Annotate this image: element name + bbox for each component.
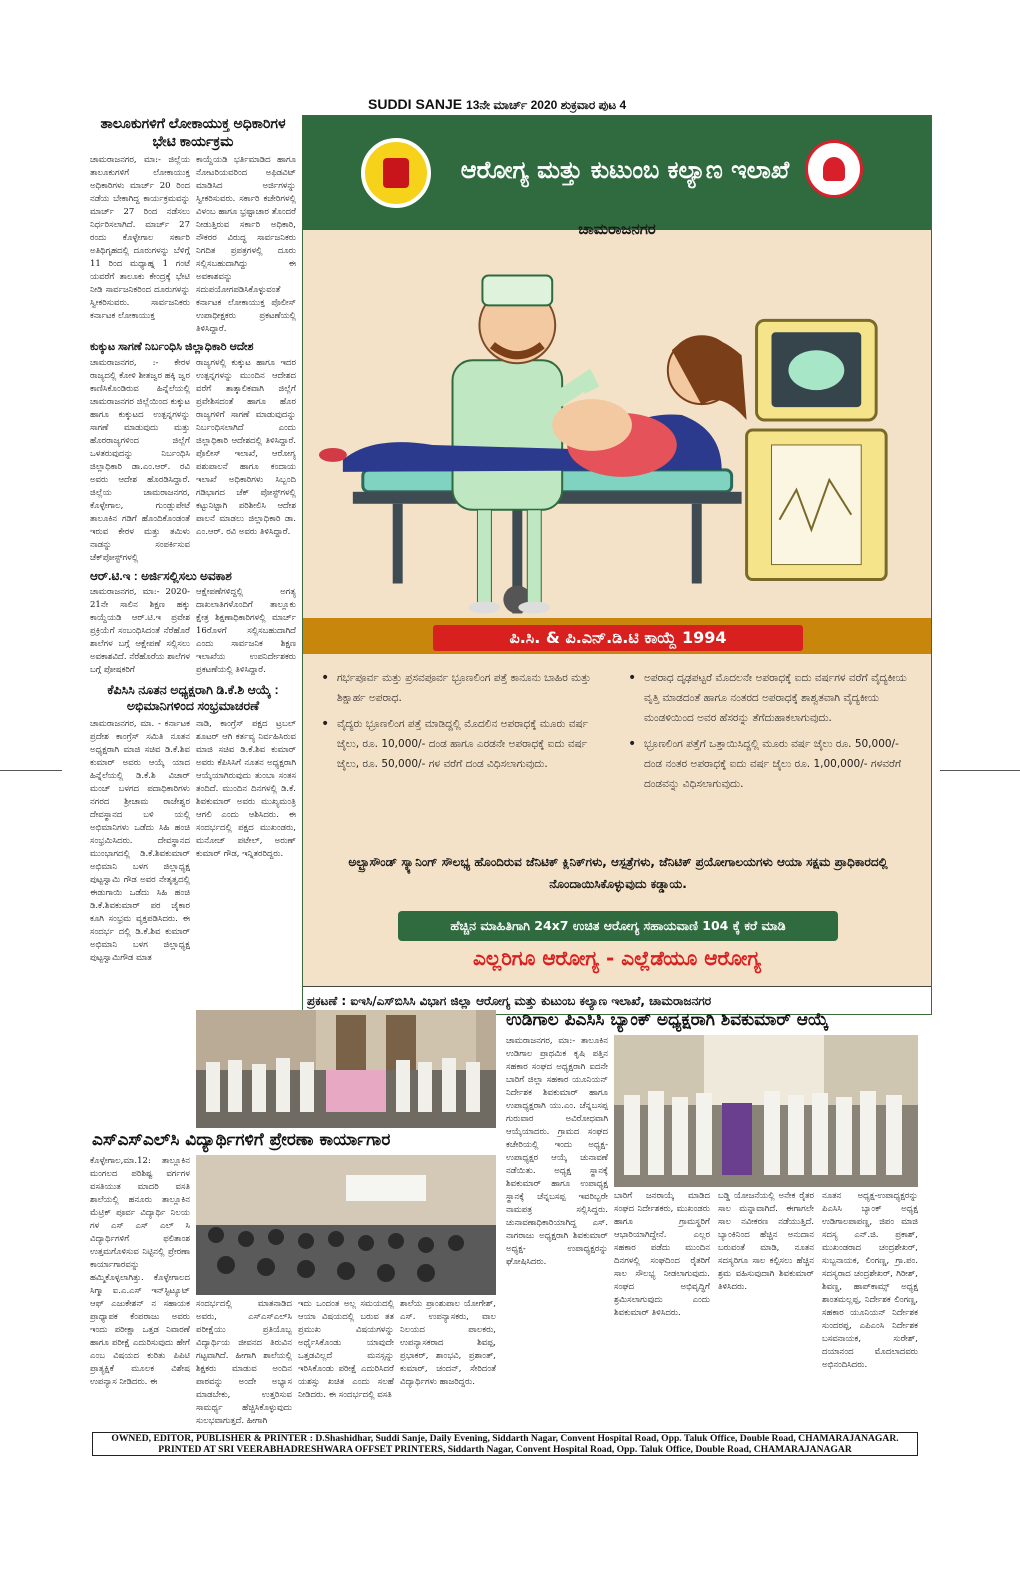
doctor-ultrasound-illustration <box>303 240 931 620</box>
story-kpcc-col2: ನಾಡಿ, ಕಾಂಗ್ರೆಸ್ ಪಕ್ಷದ ಟ್ರಬಲ್ ಶೂಟರ್ ಆಗಿ ಕರ್ತವ್ಯ ನಿರ್ವಹಿಸಿರುವ ಮಾಜಿ ಸಚಿವ ಡಿ.ಕೆ.ಶಿವ ಕುಮಾರ್ ಅವರು ಕೆಪಿಸಿಸಿಗೆ ನೂತನ ಅಧ್ಯಕ್ಷರಾಗಿ ಆಯ್ಕೆಯಾಗಿರುವುದು ತುಂಬಾ ಸಂತಸ ತಂದಿದೆ. ಮುಂದಿನ ದಿನಗಳಲ್ಲಿ ಡಿ.ಕೆ. ಶಿವಕುಮಾರ್ ಅವರು ಮುಖ್ಯಮಂತ್ರಿ ಆಗಲಿ ಎಂದು ಆಶಿಸಿದರು. ಈ ಸಂದರ್ಭದಲ್ಲಿ ಪಕ್ಷದ ಮುಖಂಡರು, ಮನೋಜ್ ಪಟೇಲ್, ಅರುಣ್ ಕುಮಾರ್ ಗೌಡ, ಇನ್ನಿತರರಿದ್ದರು. <box>196 719 296 860</box>
story-sslc-col1: ಕೊಳ್ಳೇಗಾಲ,ಮಾ.12: ತಾಲ್ಲೂಕಿನ ಮಂಗಲದ ಪರಿಶಿಷ್ಟ ವರ್ಗಗಳ ವಸತಿಯುತ ಮಾದರಿ ವಸತಿ ಶಾಲೆಯಲ್ಲಿ ಹನೂರು ತಾಲ್ಲೂಕಿನ ಮೆಟ್ರಿಕ್ ಪೂರ್ವ ವಿದ್ಯಾರ್ಥಿ ನಿಲಯ ಗಳ ಎಸ್ ಎಸ್ ಎಲ್ ಸಿ ವಿದ್ಯಾರ್ಥಿಗಳಿಗೆ ಫಲಿತಾಂಶ ಉತ್ತಮಗೊಳಿಸುವ ನಿಟ್ಟಿನಲ್ಲಿ ಪ್ರೇರಣಾ ಕಾರ್ಯಾಗಾರವನ್ನು ಹಮ್ಮಿಕೊಳ್ಳಲಾಗಿತ್ತು. ಕೊಳ್ಳೇಗಾಲದ ಸಿಗ್ಮಾ ಐ.ಎ.ಎಸ್ ಇನ್‌ಸ್ಟಿಟ್ಯೂಟ್ ಆಫ್ ಎಜುಕೇಶನ್ ನ ಸಹಾಯಕ ಪ್ರಾಧ್ಯಾಪಕ ಕೆಂಪರಾಜು ಅವರು ಇಂದು ಪರೀಕ್ಷಾ ಒತ್ತಡ ನಿವಾರಣೆ ಹಾಗೂ ಪರೀಕ್ಷೆ ಎದುರಿಸುವುದು ಹೇಗೆ ಎಂಬ ವಿಷಯದ ಕುರಿತು ಪಿಪಿಟಿ ಪ್ರಾತ್ಯಕ್ಷಿಕೆ ಮೂಲಕ ವಿಶೇಷ ಉಪನ್ಯಾಸ ನೀಡಿದರು. ಈ <box>90 1156 190 1387</box>
headline-lokayukta: ತಾಲೂಕುಗಳಿಗೆ ಲೋಕಾಯುಕ್ತ ಅಧಿಕಾರಿಗಳ ಭೇಟಿ ಕಾರ್ಯಕ್ರಮ <box>100 115 286 149</box>
story-poultry-col2: ರಾಜ್ಯಗಳಲ್ಲಿ ಕುಕ್ಕುಟ ಹಾಗೂ ಇದರ ಉತ್ಪನ್ನಗಳನ್ನು ಮುಂದಿನ ಆದೇಶದ ವರೆಗೆ ತಾತ್ಕಾಲಿಕವಾಗಿ ಜಿಲ್ಲೆಗೆ ಪ್ರವೇಶಿಸದಂತೆ ಹಾಗೂ ಹೊರ ರಾಜ್ಯಗಳಿಗೆ ಸಾಗಣೆ ಮಾಡುವುದನ್ನು ನಿರ್ಬಂಧಿಸಲಾಗಿದೆ ಎಂದು ಜಿಲ್ಲಾಧಿಕಾರಿ ಆದೇಶದಲ್ಲಿ ತಿಳಿಸಿದ್ದಾರೆ. ಪೊಲೀಸ್ ಇಲಾಖೆ, ಆರೋಗ್ಯ ಪಶುಪಾಲನೆ ಹಾಗೂ ಕಂದಾಯ ಇಲಾಖೆ ಅಧಿಕಾರಿಗಳು ಸಿಬ್ಬಂದಿ ಗಡಿಭಾಗದ ಚೆಕ್ ಪೋಸ್ಟ್‌ಗಳಲ್ಲಿ ಕಟ್ಟುನಿಟ್ಟಾಗಿ ಪರಿಶೀಲಿಸಿ ಆದೇಶ ಪಾಲನೆ ಮಾಡಲು ಜಿಲ್ಲಾಧಿಕಾರಿ ಡಾ. ಎಂ.ಆರ್. ರವಿ ಅವರು ತಿಳಿಸಿದ್ದಾರೆ. <box>196 358 296 537</box>
headline-pacs-bank: ಉಡಿಗಾಲ ಪಿಎಸಿಸಿ ಬ್ಯಾಂಕ್ ಅಧ್ಯಕ್ಷರಾಗಿ ಶಿವಕುಮಾರ್ ಆಯ್ಕೆ <box>506 1010 829 1030</box>
rule-item: • ವೈದ್ಯರು ಭ್ರೂಣಲಿಂಗ ಪತ್ತೆ ಮಾಡಿದ್ದಲ್ಲಿ ಮೊದಲಿನ ಅಪರಾಧಕ್ಕೆ ಮೂರು ವರ್ಷ ಜೈಲು, ರೂ. 10,000/- ದಂಡ ಹಾಗೂ ಎರಡನೇ ಅಪರಾಧಕ್ಕೆ ಐದು ವರ್ಷ ಜೈಲು, ರೂ. 50,000/- ಗಳ ವರೆಗೆ ದಂಡ ವಿಧಿಸಲಾಗುವುದು. <box>321 714 611 774</box>
story-bank-col1: ಬಾರಿಗೆ ಜನರಾಯ್ಕೆ ಮಾಡಿದ ಸಂಘದ ನಿರ್ದೇಶಕರು, ಮುಖಂಡರು ಹಾಗೂ ಗ್ರಾಮಸ್ಥರಿಗೆ ಆಭಾರಿಯಾಗಿದ್ದೇನೆ. ಎಲ್ಲರ ಸಹಕಾರ ಪಡೆದು ಮುಂದಿನ ದಿನಗಳಲ್ಲಿ ಸಂಘದಿಂದ ರೈತರಿಗೆ ಸಾಲ ಸೌಲಭ್ಯ ನೀಡಲಾಗುವುದು. ಸಂಘದ ಅಭಿವೃದ್ಧಿಗೆ ಶ್ರಮಿಸಲಾಗುವುದು ಎಂದು ಶಿವಕುಮಾರ್ ತಿಳಿಸಿದರು. <box>614 1191 710 1318</box>
rule-item: • ಗರ್ಭಪೂರ್ವ ಮತ್ತು ಪ್ರಸವಪೂರ್ವ ಭ್ರೂಣಲಿಂಗ ಪತ್ತೆ ಕಾನೂನು ಬಾಹಿರ ಮತ್ತು ಶಿಕ್ಷಾರ್ಹ ಅಪರಾಧ. <box>321 668 611 708</box>
issue-date: 13ನೇ ಮಾರ್ಚ್ 2020 ಶುಕ್ರವಾರ ಪುಟ 4 <box>466 98 627 112</box>
classroom-photo <box>196 1155 496 1295</box>
kpcc-celebration-photo <box>196 1010 496 1128</box>
ad-title: ಆರೋಗ್ಯ ಮತ್ತು ಕುಟುಂಬ ಕಲ್ಯಾಣ ಇಲಾಖೆ <box>460 156 790 184</box>
headline-rte: ಆರ್.ಟಿ.ಇ : ಅರ್ಜಿಸಲ್ಲಿಸಲು ಅವಕಾಶ <box>90 569 232 583</box>
pacs-bank-group-photo <box>614 1035 918 1187</box>
story-lokayukta-col1: ಚಾಮರಾಜನಗರ, ಮಾ:- ಜಿಲ್ಲೆಯ ತಾಲೂಕುಗಳಿಗೆ ಲೋಕಾಯುಕ್ತ ಅಧಿಕಾರಿಗಳು ಮಾರ್ಚ್ 20 ರಿಂದ ನಡೆಯ ಬೇಕಾಗಿದ್ದ ಕಾರ್ಯಕ್ರಮವನ್ನು ಮಾರ್ಚ್ 27 ರಿಂದ ನಡೆಸಲು ನಿರ್ಧರಿಸಲಾಗಿದೆ. ಮಾರ್ಚ್ 27 ರಂದು ಕೊಳ್ಳೇಗಾಲ ಸರ್ಕಾರಿ ಅತಿಥಿಗೃಹದಲ್ಲಿ ದೂರುಗಳನ್ನು ಬೆಳಿಗ್ಗೆ 11 ರಿಂದ ಮಧ್ಯಾಹ್ನ 1 ಗಂಟೆ ಯವರೆಗೆ ತಾಲೂಕು ಕೇಂದ್ರಕ್ಕೆ ಭೇಟಿ ನೀಡಿ ಸಾರ್ವಜನಿಕರಿಂದ ದೂರುಗಳನ್ನು ಸ್ವೀಕರಿಸುವರು. ಸಾರ್ವಜನಿಕರು ಕರ್ನಾಟಕ ಲೋಕಾಯುಕ್ತ <box>90 155 190 321</box>
rules-list-right <box>628 668 918 800</box>
ad-publisher-line: ಪ್ರಕಟಣೆ : ಐಇಸಿ/ಎಸ್‌ಬಿಸಿಸಿ ವಿಭಾಗ ಜಿಲ್ಲಾ ಆರೋಗ್ಯ ಮತ್ತು ಕುಟುಂಬ ಕಲ್ಯಾಣ ಇಲಾಖೆ, ಚಾಮರಾಜನಗರ <box>303 986 931 1015</box>
act-title: ಪಿ.ಸಿ. & ಪಿ.ಎನ್.ಡಿ.ಟಿ ಕಾಯ್ದೆ 1994 <box>433 625 803 651</box>
paper-name: SUDDI SANJE <box>368 96 463 112</box>
margin-rule-right <box>940 770 1020 771</box>
story-lokayukta-col2: ಕಾಯ್ದೆಯಡಿ ಭರ್ತಿಮಾಡಿದ ಹಾಗೂ ನೋಟರಿಯವರಿಂದ ಅಫಿಡವಿಟ್ ಮಾಡಿಸಿದ ಅರ್ಜಿಗಳನ್ನು ಸ್ವೀಕರಿಸುವರು. ಸರ್ಕಾರಿ ಕಚೇರಿಗಳಲ್ಲಿ ವಿಳಂಬ ಹಾಗೂ ಭ್ರಷ್ಟಾಚಾರ ತೊಂದರೆ ನೀಡುತ್ತಿರುವ ಸರ್ಕಾರಿ ಅಧಿಕಾರಿ, ನೌಕರರ ವಿರುದ್ಧ ಸಾರ್ವಜನಿಕರು ನಿಗದಿತ ಪ್ರಪತ್ರಗಳಲ್ಲಿ ದೂರು ಸಲ್ಲಿಸಬಹುದಾಗಿದ್ದು ಈ ಅವಕಾಶವನ್ನು ಸದುಪಯೋಗಪಡಿಸಿಕೊಳ್ಳುವಂತೆ ಕರ್ನಾಟಕ ಲೋಕಾಯುಕ್ತ ಪೊಲೀಸ್ ಉಪಾಧೀಕ್ಷಕರು ಪ್ರಕಟಣೆಯಲ್ಲಿ ತಿಳಿಸಿದ್ದಾರೆ. <box>196 155 296 334</box>
family-welfare-logo-icon <box>805 140 863 198</box>
headline-poultry: ಕುಕ್ಕುಟ ಸಾಗಣೆ ನಿರ್ಬಂಧಿಸಿ ಜಿಲ್ಲಾಧಿಕಾರಿ ಆದೇಶ <box>90 341 254 353</box>
ad-district: ಚಾಮರಾಜನಗರ <box>578 220 656 238</box>
story-sslc-col3: ಇದು ಒಂದಂತ ಅಲ್ಲ ಸಮಯದಲ್ಲಿ ಆಯಾ ವಿಷಯದಲ್ಲಿ ಬರುವ ತತ ಪ್ರಮುಖ ವಿಷಯಗಳನ್ನು ಅರ್ಥೈಸಿಕೊಂಡು ಯಾವುದೇ ಒತ್ತಡವಿಲ್ಲದೆ ಮನಸ್ಸನ್ನು ಇರಿಸಿಕೊಂಡು ಪರೀಕ್ಷೆ ಎದುರಿಸಿದರೆ ಯಶಸ್ಸು ಖಚಿತ ಎಂದು ಸಲಹೆ ನೀಡಿದರು. ಈ ಸಂದರ್ಭದಲ್ಲಿ ವಸತಿ <box>298 1299 394 1400</box>
health-slogan: ಎಲ್ಲರಿಗೂ ಆರೋಗ್ಯ - ಎಲ್ಲೆಡೆಯೂ ಆರೋಗ್ಯ <box>473 946 761 970</box>
margin-rule-left <box>0 770 62 771</box>
helpline-banner: ಹೆಚ್ಚಿನ ಮಾಹಿತಿಗಾಗಿ 24x7 ಉಚಿತ ಆರೋಗ್ಯ ಸಹಾಯವಾಣಿ 104 ಕ್ಕೆ ಕರೆ ಮಾಡಿ <box>398 911 838 941</box>
headline-kpcc: ಕೆಪಿಸಿಸಿ ನೂತನ ಅಧ್ಯಕ್ಷರಾಗಿ ಡಿ.ಕೆ.ಶಿ ಆಯ್ಕೆ : ಅಭಿಮಾನಿಗಳಿಂದ ಸಂಭ್ರಮಾಚರಣೆ <box>107 683 279 713</box>
karnataka-emblem-icon <box>361 138 431 208</box>
rule-item: • ಭ್ರೂಣಲಿಂಗ ಪತ್ತೆಗೆ ಒತ್ತಾಯಿಸಿದ್ದಲ್ಲಿ ಮೂರು ವರ್ಷ ಜೈಲು ರೂ. 50,000/- ದಂಡ ನಂತರ ಅಪರಾಧಕ್ಕೆ ಐದು ವರ್ಷ ಜೈಲು ರೂ. 1,00,000/- ಗಳವರೆಗೆ ದಂಡವನ್ನು ವಿಧಿಸಲಾಗುವುದು. <box>628 734 918 794</box>
rule-item: • ಅಪರಾಧ ದೃಢಪಟ್ಟರೆ ಮೊದಲನೇ ಅಪರಾಧಕ್ಕೆ ಐದು ವರ್ಷಗಳ ವರೆಗೆ ವೈದ್ಯಕೀಯ ವೃತ್ತಿ ಮಾಡದಂತೆ ಹಾಗೂ ನಂತರದ ಅಪರಾಧಕ್ಕೆ ಶಾಶ್ವತವಾಗಿ ವೈದ್ಯಕೀಯ ಮಂಡಳಿಯಿಂದ ಅವರ ಹೆಸರನ್ನು ತೆಗೆದುಹಾಕಲಾಗುವುದು. <box>628 668 918 728</box>
page-masthead <box>368 96 928 114</box>
story-poultry-col1: ಚಾಮರಾಜನಗರ, :- ಕೇರಳ ರಾಜ್ಯದಲ್ಲಿ ಕೋಳಿ ಶೀತಜ್ವರ ಹಕ್ಕಿ ಜ್ವರ ಕಾಣಿಸಿಕೊಂಡಿರುವ ಹಿನ್ನೆಲೆಯಲ್ಲಿ ಚಾಮರಾಜನಗರ ಜಿಲ್ಲೆಯಿಂದ ಕುಕ್ಕುಟ ಹಾಗೂ ಕುಕ್ಕುಟದ ಉತ್ಪನ್ನಗಳನ್ನು ಸಾಗಣೆ ಮಾಡುವುದು ಮತ್ತು ಹೊರರಾಜ್ಯಗಳಿಂದ ಜಿಲ್ಲೆಗೆ ಒಳತರುವುದನ್ನು ನಿರ್ಬಂಧಿಸಿ ಜಿಲ್ಲಾಧಿಕಾರಿ ಡಾ.ಎಂ.ಆರ್. ರವಿ ಅವರು ಆದೇಶ ಹೊರಡಿಸಿದ್ದಾರೆ. ಜಿಲ್ಲೆಯ ಚಾಮರಾಜನಗರ, ಕೊಳ್ಳೇಗಾಲ, ಗುಂಡ್ಲುಪೇಟೆ ತಾಲೂಕಿನ ಗಡಿಗೆ ಹೊಂದಿಕೊಂಡಂತೆ ಇರುವ ಕೇರಳ ಮತ್ತು ತಮಿಳು ನಾಡನ್ನು ಸಂಪರ್ಕಿಸುವ ಚೆಕ್‌ಪೋಸ್ಟ್‌ಗಳಲ್ಲಿ <box>90 358 190 563</box>
story-bank-intro: ಚಾಮರಾಜನಗರ, ಮಾ:- ತಾಲೂಕಿನ ಉಡಿಗಾಲ ಪ್ರಾಥಮಿಕ ಕೃಷಿ ಪತ್ತಿನ ಸಹಕಾರ ಸಂಘದ ಅಧ್ಯಕ್ಷರಾಗಿ ಐದನೇ ಬಾರಿಗೆ ಜಿಲ್ಲಾ ಸಹಕಾರ ಯೂನಿಯನ್ ನಿರ್ದೇಶಕ ಶಿವಕುಮಾರ್ ಹಾಗೂ ಉಪಾಧ್ಯಕ್ಷರಾಗಿ ಯು.ಎಂ. ಚೆನ್ನಬಸಪ್ಪ ಗುರುವಾರ ಅವಿರೋಧವಾಗಿ ಆಯ್ಕೆಯಾದರು. ಗ್ರಾಮದ ಸಂಘದ ಕಚೇರಿಯಲ್ಲಿ ಇಂದು ಅಧ್ಯಕ್ಷ-ಉಪಾಧ್ಯಕ್ಷರ ಆಯ್ಕೆ ಚುನಾವಣೆ ನಡೆಯಿತು. ಅಧ್ಯಕ್ಷ ಸ್ಥಾನಕ್ಕೆ ಶಿವಕುಮಾರ್ ಹಾಗೂ ಉಪಾಧ್ಯಕ್ಷ ಸ್ಥಾನಕ್ಕೆ ಚೆನ್ನಬಸಪ್ಪ ಇವರಿಬ್ಬರೇ ನಾಮಪತ್ರ ಸಲ್ಲಿಸಿದ್ದರು. ಚುನಾವಣಾಧಿಕಾರಿಯಾಗಿದ್ದ ಎಸ್. ನಾಗರಾಜು ಅಧ್ಯಕ್ಷರಾಗಿ ಶಿವಕುಮಾರ್ ಅಧ್ಯಕ್ಷ- ಉಪಾಧ್ಯಕ್ಷರನ್ನು ಘೋಷಿಸಿದರು. <box>506 1036 608 1267</box>
story-kpcc-col1: ಚಾಮರಾಜನಗರ, ಮಾ. - ಕರ್ನಾಟಕ ಪ್ರದೇಶ ಕಾಂಗ್ರೆಸ್ ಸಮಿತಿ ನೂತನ ಅಧ್ಯಕ್ಷರಾಗಿ ಮಾಜಿ ಸಚಿವ ಡಿ.ಕೆ.ಶಿವ ಕುಮಾರ್ ಅವರು ಆಯ್ಕೆ ಯಾದ ಹಿನ್ನೆಲೆಯಲ್ಲಿ ಡಿ.ಕೆ.ಶಿ ವಿಚಾರ್ ಮಂಚ್ ಬಳಗದ ಪದಾಧಿಕಾರಿಗಳು ನಗರದ ಶ್ರೀಚಾಮ ರಾಜೇಶ್ವರ ದೇವಸ್ಥಾನದ ಬಳಿ ಯಲ್ಲಿ ಅಭಿಮಾನಿಗಳು ಒಡೆದು ಸಿಹಿ ಹಂಚಿ ಸಂಭ್ರಮಿಸಿದರು. ದೇವಸ್ಥಾನದ ಮುಂಭಾಗದಲ್ಲಿ ಡಿ.ಕೆ.ಶಿವಕುಮಾರ್ ಅಭಿಮಾನಿ ಬಳಗ ಜಿಲ್ಲಾಧ್ಯಕ್ಷ ಪುಟ್ಟಸ್ವಾಮಿ ಗೌಡ ಅವರ ನೇತೃತ್ವದಲ್ಲಿ ಈಡುಗಾಯಿ ಒಡೆದು ಸಿಹಿ ಹಂಚಿ ಡಿ.ಕೆ.ಶಿವಕುಮಾರ್ ಪರ ಜೈಕಾರ ಕೂಗಿ ಸಂಭ್ರಮ ವ್ಯಕ್ತಪಡಿಸಿದರು. ಈ ಸಂದರ್ಭ ದಲ್ಲಿ ಡಿ.ಕೆ.ಶಿವ ಕುಮಾರ್ ಅಭಿಮಾನಿ ಬಳಗ ಜಿಲ್ಲಾಧ್ಯಕ್ಷ ಪುಟ್ಟಸ್ವಾಮಿಗೌಡ ಮಾತ <box>90 719 190 964</box>
story-rte-col2: ಆಕ್ಷೇಪಣೆಗಳಿದ್ದಲ್ಲಿ ಅಗತ್ಯ ದಾಖಲಾತಿಗಳೊಂದಿಗೆ ತಾಲ್ಲೂಕು ಕ್ಷೇತ್ರ ಶಿಕ್ಷಣಾಧಿಕಾರಿಗಳಲ್ಲಿ ಮಾರ್ಚ್ 16ರೊಳಗೆ ಸಲ್ಲಿಸಬಹುದಾಗಿದೆ ಎಂದು ಸಾರ್ವಜನಿಕ ಶಿಕ್ಷಣ ಇಲಾಖೆಯ ಉಪನಿರ್ದೇಶಕರು ಪ್ರಕಟಣೆಯಲ್ಲಿ ತಿಳಿಸಿದ್ದಾರೆ. <box>196 587 296 675</box>
headline-sslc-workshop: ಎಸ್‌ಎಸ್‌ಎಲ್‌ಸಿ ವಿದ್ಯಾರ್ಥಿಗಳಿಗೆ ಪ್ರೇರಣಾ ಕಾರ್ಯಾಗಾರ <box>92 1130 391 1150</box>
health-department-advertisement <box>302 115 932 1015</box>
imprint-line-owner: OWNED, EDITOR, PUBLISHER & PRINTER : D.Shashidhar, Suddi Sanje, Daily Evening, Siddarth Nagar, Convent Hospital Road, Opp. Taluk Office, Double Road, CHAMARAJANAGAR. <box>111 1433 899 1444</box>
story-sslc-col2: ಸಂದರ್ಭದಲ್ಲಿ ಮಾತನಾಡಿದ ಅವರು, ಎಸ್‌ಎಸ್‌ಎಲ್‌ಸಿ ಪರೀಕ್ಷೆಯು ಪ್ರತಿಯೊಬ್ಬ ವಿದ್ಯಾರ್ಥಿಯ ಜೀವನದ ತಿರುವಿನ ಗಟ್ಟವಾಗಿದೆ. ಹೀಗಾಗಿ ಶಾಲೆಯಲ್ಲಿ ಶಿಕ್ಷಕರು ಮಾಡುವ ಅಂದಿನ ಪಾಠವನ್ನು ಅಂದೇ ಅಭ್ಯಾಸ ಮಾಡಬೇಕು, ಉತ್ತರಿಸುವ ಸಾಮರ್ಥ್ಯ ಹೆಚ್ಚಿಸಿಕೊಳ್ಳುವುದು ಸುಲಭವಾಗುತ್ತದೆ. ಹೀಗಾಗಿ <box>196 1299 292 1426</box>
story-sslc-col4: ಶಾಲೆಯ ಪ್ರಾಂಶುಪಾಲ ಯೋಗೇಶ್, ಎಸ್. ಉಪನ್ಯಾಸಕರು, ವಾಲ ನಿಲಯದ ಪಾಲಕರು, ಉಪನ್ಯಾಸಕರಾದ ಶಿವಪ್ಪ, ಪ್ರಭಾಕರ್, ಶಾಂಭವಿ, ಪ್ರಶಾಂತ್, ಕುಮಾರ್, ಚಂದನ್, ಸೇರಿದಂತೆ ವಿದ್ಯಾರ್ಥಿಗಳು ಹಾಜರಿದ್ದರು. <box>400 1299 496 1387</box>
story-bank-col2: ಬಡ್ಡಿ ಯೋಜನೆಯಲ್ಲಿ ಅನೇಕ ರೈತರ ಸಾಲ ಮನ್ನಾವಾಗಿದೆ. ಈಗಾಗಲೇ ಸಾಲ ನವೀಕರಣ ನಡೆಯುತ್ತಿದೆ. ಬ್ಯಾಂಕಿನಿಂದ ಹೆಚ್ಚಿನ ಅನುದಾನ ಬರುವಂತೆ ಮಾಡಿ, ನೂತನ ಸದಸ್ಯರಿಗೂ ಸಾಲ ಕಲ್ಪಿಸಲು ಹೆಚ್ಚಿನ ಶ್ರಮ ವಹಿಸುವುದಾಗಿ ಶಿವಕುಮಾರ್ ತಿಳಿಸಿದರು. <box>718 1191 814 1292</box>
left-column-top <box>90 115 296 995</box>
imprint-footer <box>92 1432 918 1456</box>
story-bank-col3: ನೂತನ ಅಧ್ಯಕ್ಷ-ಉಪಾಧ್ಯಕ್ಷರನ್ನು ಪಿಎಸಿಸಿ ಬ್ಯಾಂಕ್ ಅಧ್ಯಕ್ಷ ಉಡಿಗಾಲಪಾಪಣ್ಣ, ಜಿಪಂ ಮಾಜಿ ಸದಸ್ಯ ಎನ್.ಜಿ. ಪ್ರಕಾಶ್, ಮುಖಂಡರಾದ ಚಂದ್ರಶೇಖರ್, ಸುಬ್ಬನಾಯಕ, ಲಿಂಗಣ್ಣ, ಗ್ರಾ.ಪಂ. ಸದಸ್ಯರಾದ ಚಂದ್ರಶೇಖರ್, ಗಿರೀಶ್, ಶಿವಣ್ಣ, ಹಾಪ್‌ಕಾಮ್ಸ್ ಅಧ್ಯಕ್ಷ ಶಾಂತಮಲ್ಲಪ್ಪ, ನಿರ್ದೇಶಕ ಲಿಂಗಣ್ಣ, ಸಹಕಾರ ಯೂನಿಯನ್ ನಿರ್ದೇಶಕ ಸುಂದರಪ್ಪ, ಎಪಿಎಂಸಿ ನಿರ್ದೇಶಕ ಬಸವನಾಯಕ, ಸುರೇಶ್, ದಯಾನಂದ ಮೊದಲಾದವರು ಅಭಿನಂದಿಸಿದರು. <box>822 1191 918 1370</box>
rules-list-left <box>321 668 611 780</box>
imprint-line-printer: PRINTED AT SRI VEERABHADRESHWARA OFFSET PRINTERS, Siddarth Nagar, Convent Hospital Road, Opp. Taluk Office, Double Road, CHAMARAJANAGAR <box>158 1444 852 1455</box>
story-rte-col1: ಚಾಮರಾಜನಗರ, ಮಾ:- 2020-21ನೇ ಸಾಲಿನ ಶಿಕ್ಷಣ ಹಕ್ಕು ಕಾಯ್ದೆಯಡಿ ಆರ್.ಟಿ.ಇ ಪ್ರವೇಶ ಪ್ರಕ್ರಿಯೆಗೆ ಸಂಬಂಧಿಸಿದಂತೆ ನೆರೆಹೊರೆ ಶಾಲೆಗಳ ಬಗ್ಗೆ ಆಕ್ಷೇಪಣೆ ಸಲ್ಲಿಸಲು ಅವಕಾಶವಿದೆ. ನೆರೆಹೊರೆಯ ಶಾಲೆಗಳ ಬಗ್ಗೆ ಪೋಷಕರಿಗೆ <box>90 587 190 675</box>
registration-notice: ಅಲ್ಟ್ರಾಸೌಂಡ್ ಸ್ಕ್ಯಾನಿಂಗ್ ಸೌಲಭ್ಯ ಹೊಂದಿರುವ ಜೆನಿಟಿಕ್ ಕ್ಲಿನಿಕ್‌ಗಳು, ಆಸ್ಪತ್ರೆಗಳು, ಜೆನಿಟಿಕ್ ಪ್ರಯೋಗಾಲಯಗಳು ಆಯಾ ಸಕ್ಷಮ ಪ್ರಾಧಿಕಾರದಲ್ಲಿ ನೊಂದಾಯಿಸಿಕೊಳ್ಳುವುದು ಕಡ್ಡಾಯ. <box>348 855 888 891</box>
